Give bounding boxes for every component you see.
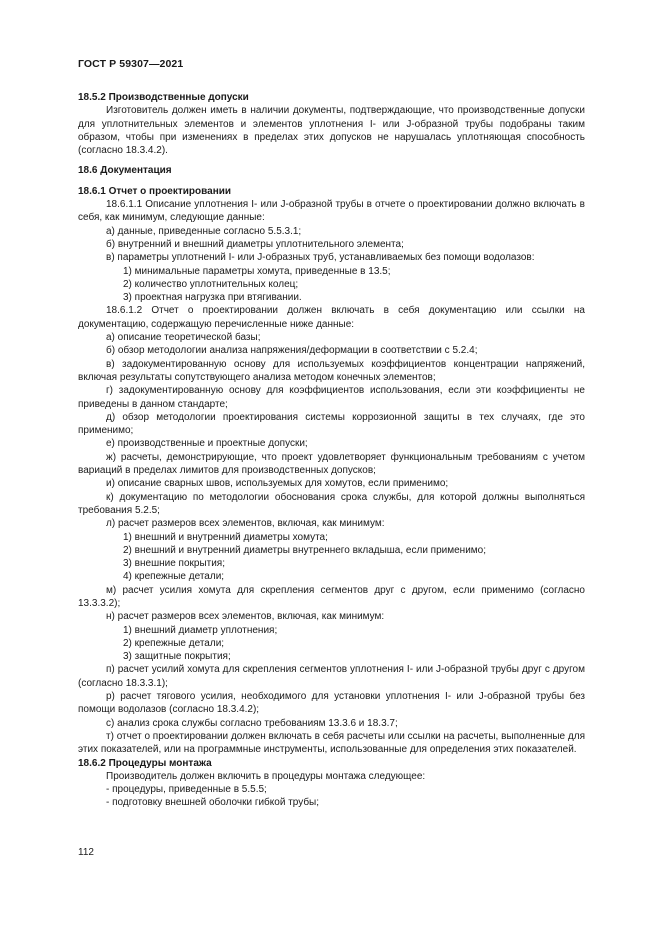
sub-list-item: 1) внешний диаметр уплотнения; — [123, 624, 278, 636]
list-item: б) внутренний и внешний диаметры уплотнительного элемента; — [106, 238, 404, 250]
list-item: п) расчет усилий хомута для скрепления сегментов уплотнения I- или J-образной трубы друг с другом (согласно 18.3.3.1); — [78, 664, 585, 689]
list-item: - процедуры, приведенные в 5.5.5; — [106, 784, 267, 796]
section-heading-18-6-1: 18.6.1 Отчет о проектировании — [78, 185, 232, 197]
list-item: л) расчет размеров всех элементов, включая, как минимум: — [106, 518, 385, 530]
list-item: - подготовку внешней оболочки гибкой трубы; — [106, 797, 320, 809]
sub-list-item: 1) внешний и внутренний диаметры хомута; — [123, 531, 328, 543]
sub-list-item: 2) крепежные детали; — [123, 637, 225, 649]
list-item: с) анализ срока службы согласно требованиям 13.3.6 и 18.3.7; — [106, 717, 398, 729]
sub-list-item: 2) количество уплотнительных колец; — [123, 278, 299, 290]
sub-list-item: 3) защитные покрытия; — [123, 651, 231, 663]
section-heading-18-6: 18.6 Документация — [78, 165, 172, 177]
paragraph: Производитель должен включить в процедуры монтажа следующее: — [106, 770, 426, 782]
list-item: в) параметры уплотнений I- или J-образных труб, устанавливаемых без помощи водолазов: — [106, 252, 535, 264]
sub-list-item: 3) проектная нагрузка при втягивании. — [123, 292, 302, 304]
page-body — [78, 91, 585, 810]
sub-list-item: 2) внешний и внутренний диаметры внутреннего вкладыша, если применимо; — [123, 544, 487, 556]
list-item: е) производственные и проектные допуски; — [106, 438, 308, 450]
list-item: в) задокументированную основу для используемых коэффициентов концентрации напряжений, включая результаты сопутствующего анализа методом конечных элементов; — [78, 358, 585, 383]
paragraph: 18.6.1.1 Описание уплотнения I- или J-образной трубы в отчете о проектировании должно включать в себя, как минимум, следующие данные: — [78, 199, 585, 224]
list-item: ж) расчеты, демонстрирующие, что проект удовлетворяет функциональным требованиям с учетом вариаций в пределах лимитов для производственных допусков; — [78, 451, 585, 477]
list-item: н) расчет размеров всех элементов, включая, как минимум: — [106, 611, 385, 623]
list-item: а) описание теоретической базы; — [106, 332, 261, 344]
page-number: 112 — [78, 847, 94, 858]
list-item: г) задокументированную основу для коэффициентов использования, если эти коэффициенты не приведены в данном стандарте; — [78, 385, 585, 410]
section-heading-18-6-2: 18.6.2 Процедуры монтажа — [78, 757, 212, 769]
document-code: ГОСТ Р 59307—2021 — [78, 58, 184, 70]
sub-list-item: 1) минимальные параметры хомута, приведенные в 13.5; — [123, 265, 391, 277]
list-item: р) расчет тягового усилия, необходимого для установки уплотнения I- или J-образной трубы без помощи водолазов (согласно 18.3.4.2); — [78, 691, 585, 716]
list-item: к) документацию по методологии обоснования срока службы, для которой должны выполняться требования 5.2.5; — [78, 491, 585, 516]
section-heading-18-5-2: 18.5.2 Производственные допуски — [78, 92, 249, 103]
list-item: т) отчет о проектировании должен включать в себя расчеты или ссылки на расчеты, выполненные для этих показателей, или на программные инструменты, использованные для определения этих показателей. — [78, 730, 585, 756]
list-item: и) описание сварных швов, используемых для хомутов, если применимо; — [106, 478, 449, 490]
sub-list-item: 4) крепежные детали; — [123, 571, 225, 583]
paragraph: Изготовитель должен иметь в наличии документы, подтверждающие, что производственные допуски для уплотнительных элементов и элементов уплотнения I- или J-образной трубы подобраны таким образом, чтобы при изменениях в пределах этих допусков не нарушалась уплотняющая способность (согласно 18.3.4.2). — [78, 105, 585, 157]
sub-list-item: 3) внешние покрытия; — [123, 558, 225, 570]
list-item: д) обзор методологии проектирования системы коррозионной защиты в тех случаях, где это применимо; — [78, 411, 585, 437]
list-item: м) расчет усилия хомута для скрепления сегментов друг с другом, если применимо (согласно 13.3.3.2); — [78, 584, 585, 609]
paragraph: 18.6.1.2 Отчет о проектировании должен включать в себя документацию или ссылки на документацию, содержащую перечисленные ниже данные: — [78, 305, 585, 330]
list-item: б) обзор методологии анализа напряжения/деформации в соответствии с 5.2.4; — [106, 345, 478, 357]
list-item: а) данные, приведенные согласно 5.5.3.1; — [106, 225, 302, 237]
